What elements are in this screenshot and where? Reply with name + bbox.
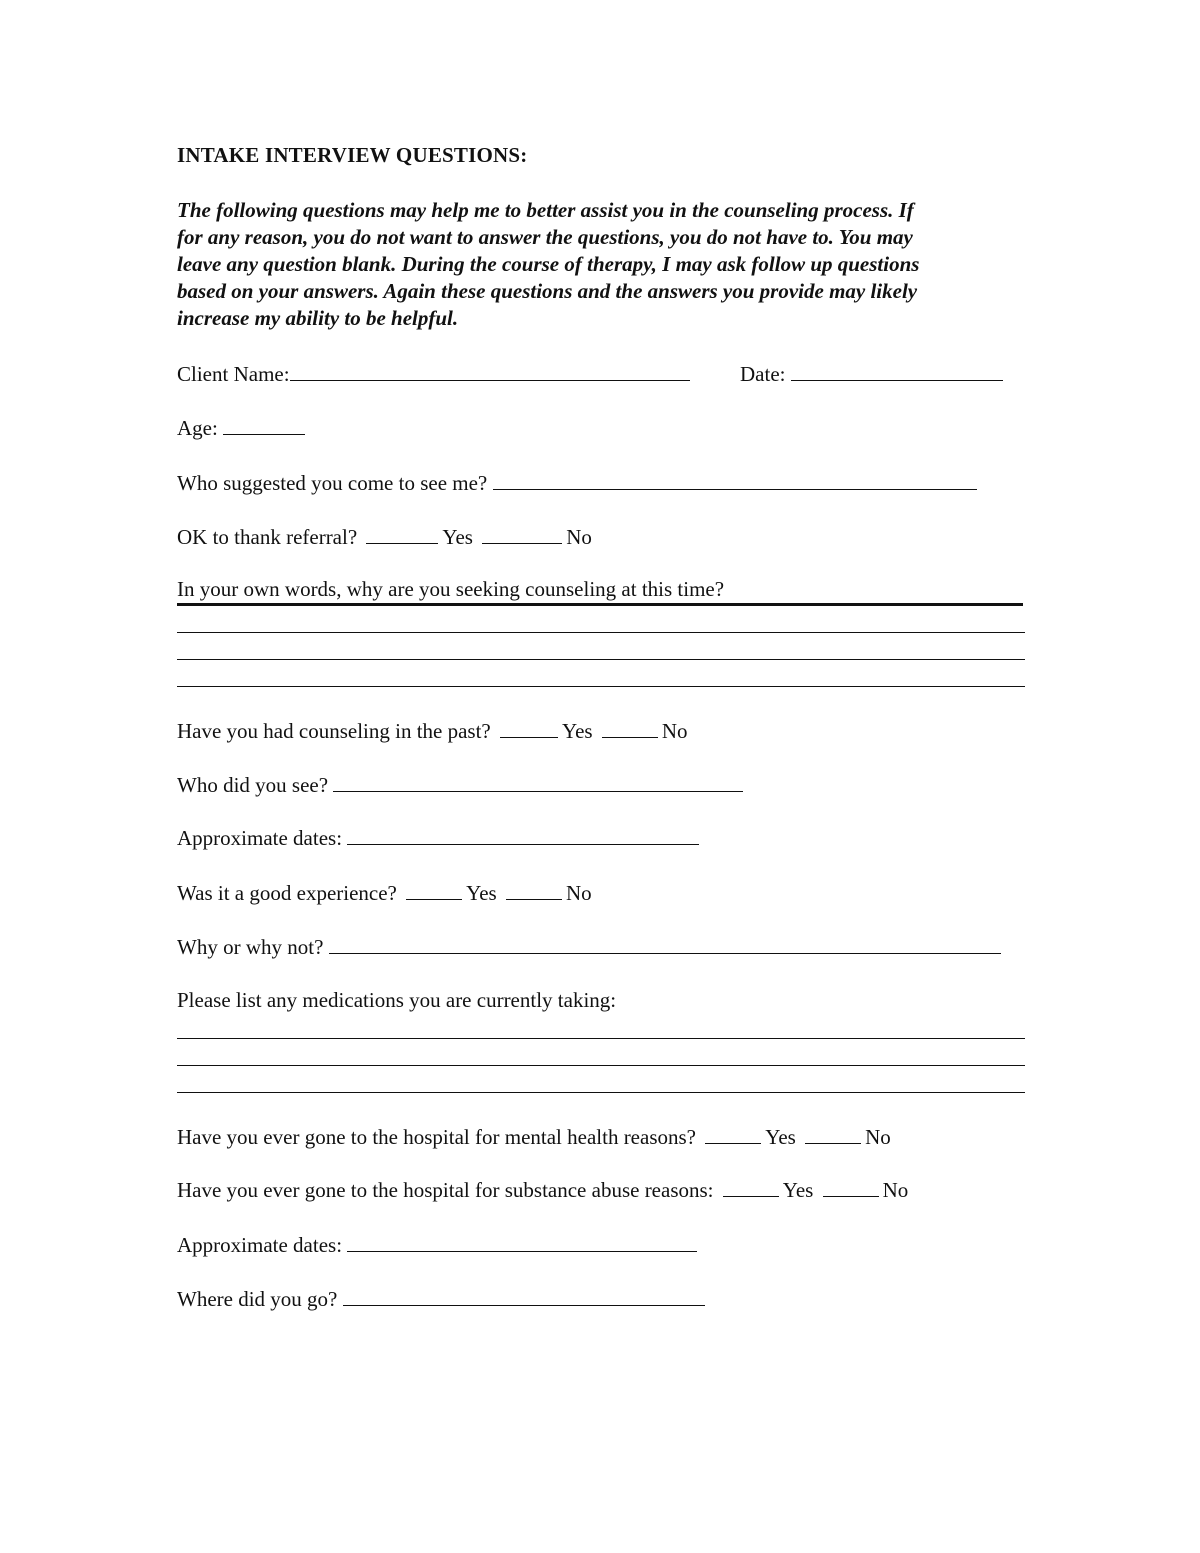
yes-label: Yes: [466, 881, 497, 905]
approx-dates-field[interactable]: [347, 1229, 697, 1252]
thank-referral-label: OK to thank referral?: [177, 525, 358, 549]
approx-dates-row: [177, 822, 699, 852]
approx-dates-field[interactable]: [347, 822, 699, 845]
good-experience-yes-blank[interactable]: [406, 877, 462, 900]
hospital-substance-row: [177, 1174, 908, 1204]
medications-answer-line[interactable]: [177, 1092, 1025, 1093]
hospital-substance-label: Have you ever gone to the hospital for substance abuse reasons:: [177, 1178, 714, 1202]
date-field[interactable]: [791, 358, 1003, 381]
approx-dates-label: Approximate dates:: [177, 826, 343, 850]
where-go-row: [177, 1283, 705, 1313]
client-name-row: [177, 358, 690, 388]
reason-label: In your own words, why are you seeking counseling at this time?: [177, 577, 725, 601]
hospital-mental-label: Have you ever gone to the hospital for mental health reasons?: [177, 1125, 696, 1149]
medications-answer-line[interactable]: [177, 1038, 1025, 1039]
thank-referral-row: [177, 521, 592, 551]
approx-dates-row: [177, 1229, 697, 1259]
referral-source-row: [177, 467, 977, 497]
reason-answer-line[interactable]: [177, 659, 1025, 660]
yes-label: Yes: [765, 1125, 796, 1149]
good-experience-label: Was it a good experience?: [177, 881, 397, 905]
who-seen-row: [177, 769, 743, 799]
past-counseling-row: [177, 715, 687, 745]
where-go-field[interactable]: [343, 1283, 705, 1306]
client-name-field[interactable]: [290, 358, 690, 381]
reason-answer-line[interactable]: [177, 603, 1023, 606]
good-experience-no-blank[interactable]: [506, 877, 562, 900]
who-seen-label: Who did you see?: [177, 773, 329, 797]
medications-label: Please list any medications you are currently taking:: [177, 988, 617, 1012]
where-go-label: Where did you go?: [177, 1287, 338, 1311]
referral-source-field[interactable]: [493, 467, 977, 490]
past-counseling-label: Have you had counseling in the past?: [177, 719, 491, 743]
age-row: [177, 412, 305, 442]
hospital-mental-yes-blank[interactable]: [705, 1121, 761, 1144]
intro-line: increase my ability to be helpful.: [177, 306, 459, 330]
referral-source-label: Who suggested you come to see me?: [177, 471, 488, 495]
age-label: Age:: [177, 416, 218, 440]
reason-answer-line[interactable]: [177, 686, 1025, 687]
medications-answer-line[interactable]: [177, 1065, 1025, 1066]
date-label: Date:: [740, 362, 786, 386]
why-row: [177, 931, 1001, 961]
intro-line: based on your answers. Again these questions and the answers you provide may likely: [177, 279, 918, 303]
reason-answer-line[interactable]: [177, 632, 1025, 633]
who-seen-field[interactable]: [333, 769, 743, 792]
hospital-mental-row: [177, 1121, 891, 1151]
why-label: Why or why not?: [177, 935, 324, 959]
hospital-mental-no-blank[interactable]: [805, 1121, 861, 1144]
why-field[interactable]: [329, 931, 1001, 954]
past-counseling-yes-blank[interactable]: [500, 715, 558, 738]
no-label: No: [882, 1178, 909, 1202]
form-heading: INTAKE INTERVIEW QUESTIONS:: [177, 143, 528, 167]
hospital-substance-yes-blank[interactable]: [723, 1174, 779, 1197]
thank-referral-no-blank[interactable]: [482, 521, 562, 544]
no-label: No: [566, 525, 592, 549]
age-field[interactable]: [223, 412, 305, 435]
past-counseling-no-blank[interactable]: [602, 715, 658, 738]
no-label: No: [565, 881, 592, 905]
hospital-substance-no-blank[interactable]: [823, 1174, 879, 1197]
yes-label: Yes: [562, 719, 593, 743]
approx-dates-label: Approximate dates:: [177, 1233, 343, 1257]
intro-line: leave any question blank. During the course of therapy, I may ask follow up questions: [177, 252, 920, 276]
thank-referral-yes-blank[interactable]: [366, 521, 438, 544]
intro-paragraph: [177, 197, 1027, 332]
reason-row: [177, 574, 724, 604]
good-experience-row: [177, 877, 592, 907]
no-label: No: [865, 1125, 891, 1149]
yes-label: Yes: [442, 525, 473, 549]
medications-row: [177, 985, 616, 1015]
yes-label: Yes: [782, 1178, 814, 1202]
date-row: [740, 358, 1003, 388]
intro-line: for any reason, you do not want to answer the questions, you do not have to. You may: [177, 225, 913, 249]
client-name-label: Client Name:: [177, 362, 290, 386]
no-label: No: [661, 719, 688, 743]
intro-line: The following questions may help me to better assist you in the counseling process. If: [177, 198, 914, 222]
